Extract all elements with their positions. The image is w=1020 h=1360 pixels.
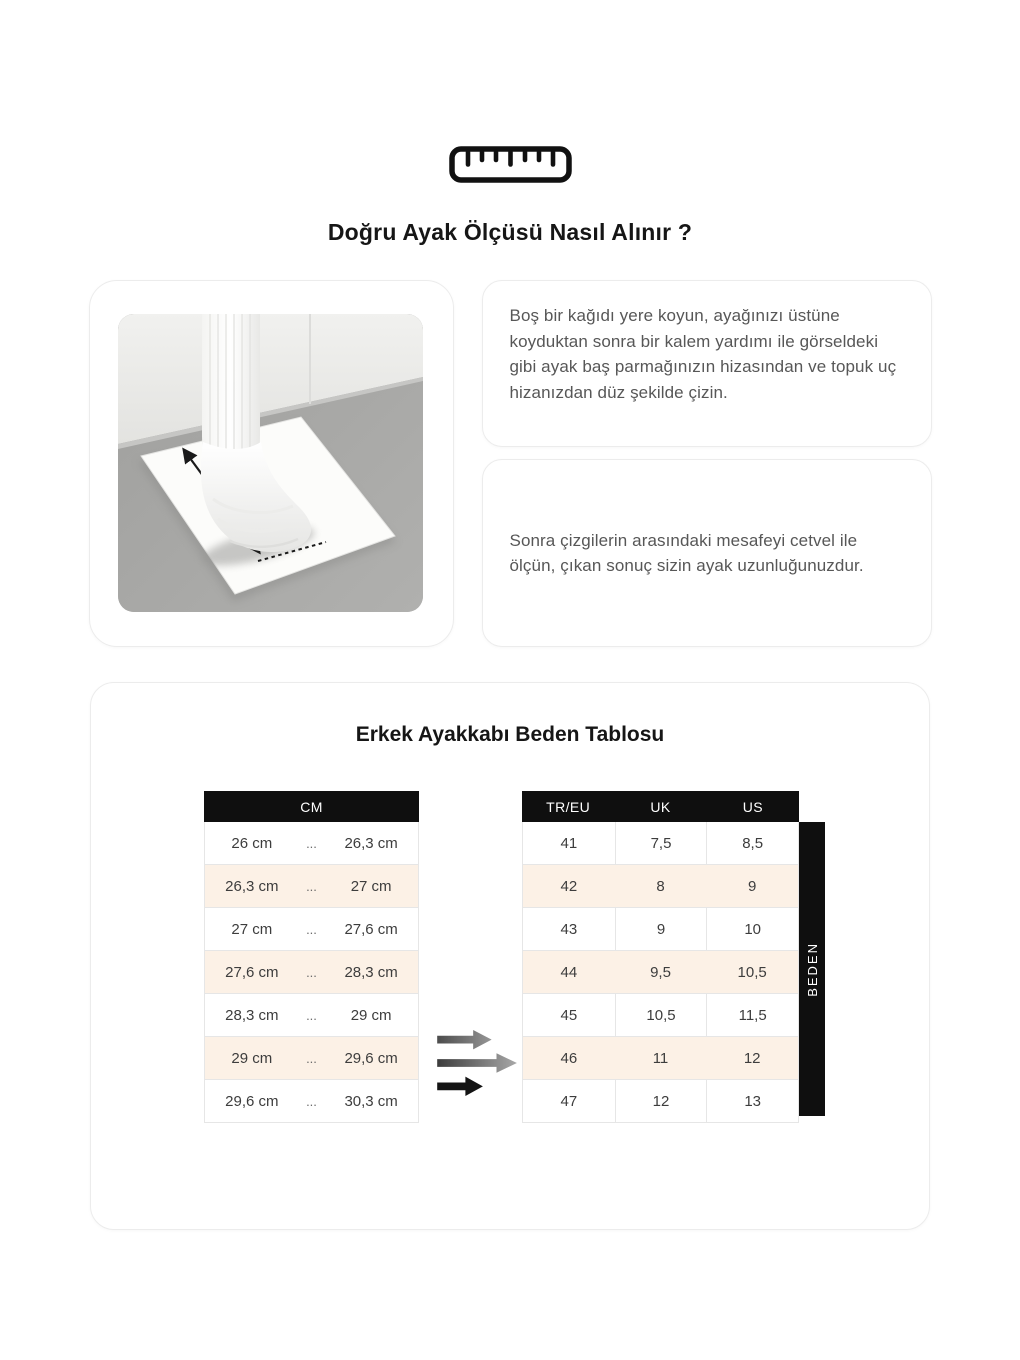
tr-eu-size: 42 (560, 877, 578, 895)
cm-range-start: 26 cm (231, 834, 273, 852)
beden-label-text: BEDEN (804, 941, 820, 997)
uk-size: 12 (615, 1080, 707, 1122)
cm-table-header (204, 791, 419, 822)
us-size: 9 (747, 877, 757, 895)
range-separator: ... (306, 1007, 317, 1023)
table-row (523, 907, 798, 950)
howto-section (89, 280, 932, 647)
cm-range-start: 28,3 cm (225, 1006, 279, 1024)
uk-size: 11 (652, 1049, 669, 1067)
cm-range-end: 26,3 cm (344, 834, 398, 852)
size-tables (91, 791, 929, 1225)
us-size: 10 (706, 908, 798, 950)
us-size: 13 (706, 1080, 798, 1122)
size-table-card (90, 682, 930, 1230)
range-separator: ... (306, 1050, 317, 1066)
uk-size: 9,5 (650, 963, 671, 981)
uk-size: 9 (615, 908, 707, 950)
page-title: Doğru Ayak Ölçüsü Nasıl Alınır ? (327, 219, 693, 245)
cm-range-start: 29,6 cm (225, 1092, 279, 1110)
us-size: 10,5 (737, 963, 767, 981)
ruler-icon (449, 146, 572, 183)
us-size: 8,5 (706, 822, 798, 864)
measurement-photo-card (89, 280, 454, 647)
table-row (523, 822, 798, 864)
us-size: 12 (743, 1049, 761, 1067)
table-row (205, 864, 418, 907)
cm-range-end: 27 cm (350, 877, 392, 895)
intl-header-us: US (742, 798, 763, 815)
instruction-step-2-text: Sonra çizgilerin arasındaki mesafeyi cetvel ile ölçün, çıkan sonuç sizin ayak uzunluğunuzdur. (509, 530, 864, 575)
table-row (523, 1036, 798, 1079)
uk-size: 8 (656, 877, 665, 895)
uk-size: 10,5 (615, 994, 707, 1036)
size-table-title: Erkek Ayakkabı Beden Tablosu (355, 723, 665, 746)
us-size: 11,5 (706, 994, 798, 1036)
instruction-step-1-card (482, 280, 932, 447)
transfer-arrows-icon (435, 1028, 523, 1098)
range-separator: ... (306, 964, 317, 980)
cm-range-start: 27,6 cm (225, 963, 279, 981)
table-row (205, 993, 418, 1036)
intl-header-tr-eu: TR/EU (546, 798, 591, 815)
uk-size: 7,5 (615, 822, 707, 864)
range-separator: ... (306, 921, 317, 937)
table-row (205, 950, 418, 993)
tr-eu-size: 43 (560, 920, 578, 938)
foot-measure-illustration (118, 314, 423, 612)
cm-range-end: 27,6 cm (344, 920, 398, 938)
measurement-photo (118, 314, 423, 612)
table-row (205, 1036, 418, 1079)
table-row (523, 1079, 798, 1122)
intl-header-uk: UK (650, 798, 671, 815)
tr-eu-size: 41 (560, 834, 578, 852)
size-guide-page (89, 0, 932, 1230)
tr-eu-size: 44 (560, 963, 578, 981)
cm-range-start: 29 cm (231, 1049, 273, 1067)
cm-range-end: 29 cm (350, 1006, 392, 1024)
table-row (523, 993, 798, 1036)
range-separator: ... (306, 878, 317, 894)
cm-range-start: 26,3 cm (225, 877, 279, 895)
range-separator: ... (306, 835, 317, 851)
tr-eu-size: 46 (560, 1049, 578, 1067)
instruction-step-1-text: Boş bir kağıdı yere koyun, ayağınızı üstüne koyduktan sonra bir kalem yardımı ile görseldeki gibi ayak baş parmağınızın hizasından ve topuk uç hizanızdan düz şekilde çizin. (509, 306, 897, 402)
instruction-step-2-card (482, 459, 932, 647)
cm-range-end: 30,3 cm (344, 1092, 398, 1110)
beden-side-label (799, 822, 825, 1116)
cm-range-end: 28,3 cm (344, 963, 398, 981)
range-separator: ... (306, 1093, 317, 1109)
intl-table-header (522, 791, 799, 822)
tr-eu-size: 47 (560, 1092, 578, 1110)
cm-range-start: 27 cm (231, 920, 273, 938)
table-row (523, 950, 798, 993)
cm-table (204, 791, 419, 1123)
cm-table-body (204, 822, 419, 1123)
cm-header-label: CM (300, 798, 323, 815)
instruction-column (482, 280, 932, 647)
cm-range-end: 29,6 cm (344, 1049, 398, 1067)
table-row (523, 864, 798, 907)
table-row (205, 1079, 418, 1122)
intl-table-body (522, 822, 799, 1123)
ruler-icon-wrap (89, 0, 932, 183)
intl-size-table (522, 791, 799, 1123)
tr-eu-size: 45 (560, 1006, 578, 1024)
table-row (205, 907, 418, 950)
table-row (205, 822, 418, 864)
